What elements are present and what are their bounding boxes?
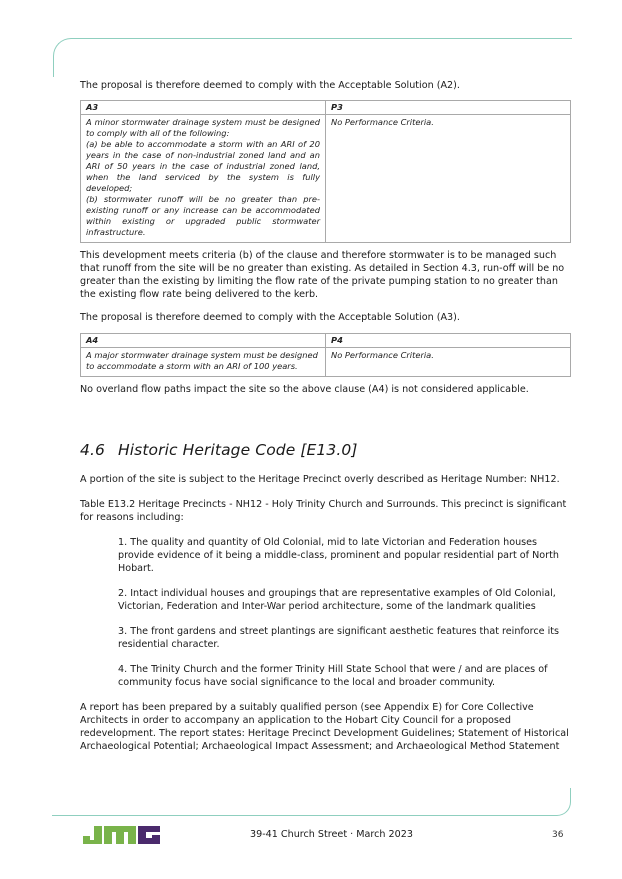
a3-line: (a) be able to accommodate a storm with an ARI of 20 years in the case of non-industrial zoned land and an ARI of 50 years in the case of industrial zoned land, when the land serviced by the system is fully developed; <box>86 139 320 193</box>
section-number: 4.6 <box>80 441 105 459</box>
page-number: 36 <box>552 830 564 840</box>
section-title: Historic Heritage Code [E13.0] <box>118 441 358 459</box>
paragraph-heritage-1: A portion of the site is subject to the Heritage Precinct overly described as Heritage Number: NH12. <box>80 474 560 485</box>
paragraph-a4: No overland flow paths impact the site so the above clause (A4) is not considered applicable. <box>80 384 529 395</box>
page-frame-bottom <box>52 788 571 816</box>
reason-item: 2. Intact individual houses and groupings that are representative examples of Old Colonial, Victorian, Federation and Inter-War period architecture, some of the landmark qualities <box>118 588 556 612</box>
paragraph-a3-comply: The proposal is therefore deemed to comply with the Acceptable Solution (A3). <box>80 312 460 323</box>
a4-header: A4 <box>81 334 326 348</box>
paragraph-heritage-2: Table E13.2 Heritage Precincts - NH12 - Holy Trinity Church and Surrounds. This precinct is significant for reasons including: <box>80 499 567 523</box>
page-body <box>80 79 572 753</box>
paragraph-a3-meets: This development meets criteria (b) of the clause and therefore stormwater is to be managed such that runoff from the site will be no greater than existing. As detailed in Section 4.3, run-off will be no greater than the existing by limiting the flow rate of the private pumping station to no greater than the existing flow rate being delivered to the kerb. <box>80 250 565 300</box>
reason-item: 3. The front gardens and street plantings are significant aesthetic features that reinforce its residential character. <box>118 626 560 650</box>
a4-body: A major stormwater drainage system must be designed to accommodate a storm with an ARI of 100 years. <box>81 348 326 377</box>
a3-header: A3 <box>81 101 326 115</box>
company-logo <box>82 823 162 851</box>
a3-body <box>81 115 326 243</box>
section-heading <box>80 441 572 459</box>
reasons-list <box>80 536 572 689</box>
jmg-logo-icon <box>82 823 162 847</box>
page-frame-top <box>53 38 572 77</box>
criteria-table-a3 <box>80 100 571 243</box>
p4-body: No Performance Criteria. <box>326 348 571 377</box>
criteria-table-a4 <box>80 333 571 377</box>
a3-line: A minor stormwater drainage system must be designed to comply with all of the following: <box>86 117 320 138</box>
p3-header: P3 <box>326 101 571 115</box>
intro-paragraph: The proposal is therefore deemed to comply with the Acceptable Solution (A2). <box>80 80 460 91</box>
reason-item: 4. The Trinity Church and the former Trinity Hill State School that were / and are places of community focus have social significance to the local and broader community. <box>118 664 548 688</box>
p3-body: No Performance Criteria. <box>326 115 571 243</box>
paragraph-report: A report has been prepared by a suitably qualified person (see Appendix E) for Core Collective Architects in order to accompany an application to the Hobart City Council for a proposed redevelopment. The report states: Heritage Precinct Development Guidelines; Statement of Historical Archaeological Potential; Archaeological Impact Assessment; and Archaeological Method Statement <box>80 702 569 752</box>
footer-address: 39-41 Church Street · March 2023 <box>250 829 413 840</box>
p4-header: P4 <box>326 334 571 348</box>
a3-line: (b) stormwater runoff will be no greater than pre-existing runoff or any increase can be accommodated within existing or upgraded public stormwater infrastructure. <box>86 194 320 237</box>
reason-item: 1. The quality and quantity of Old Colonial, mid to late Victorian and Federation houses provide evidence of it being a middle-class, prominent and popular residential part of North Hobart. <box>118 537 559 574</box>
